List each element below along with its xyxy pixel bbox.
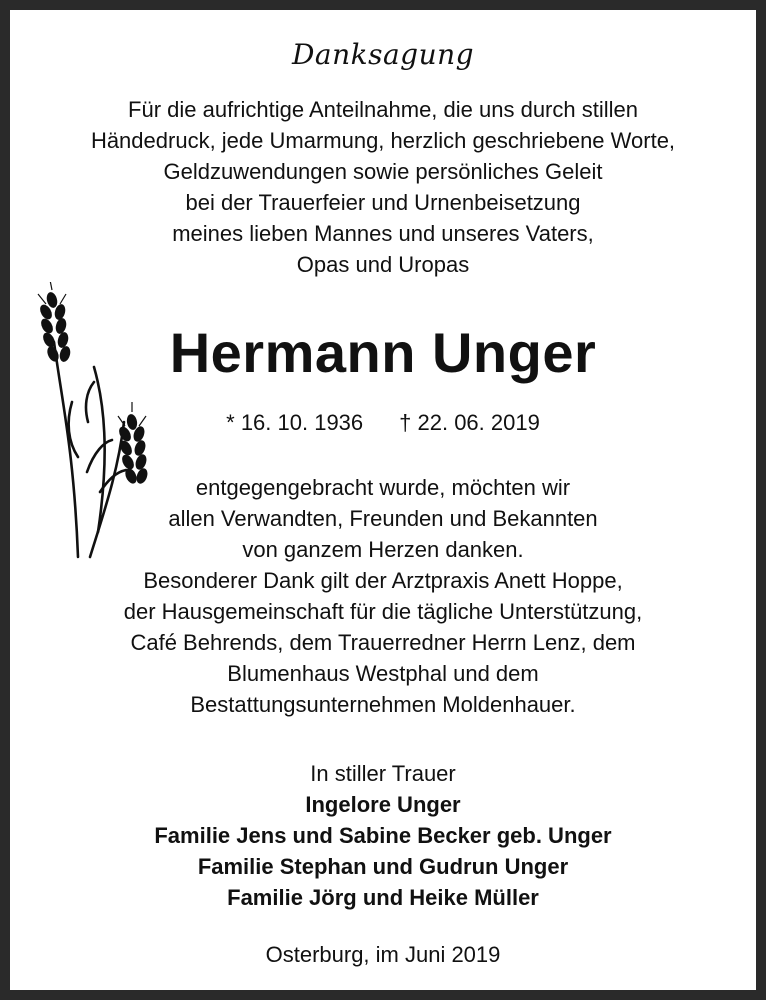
thanks-line: Besonderer Dank gilt der Arztpraxis Anett Hoppe, xyxy=(143,568,623,593)
place-date: Osterburg, im Juni 2019 xyxy=(265,942,501,967)
intro-line: Für die aufrichtige Anteilnahme, die uns durch stillen xyxy=(128,97,638,122)
intro-line: bei der Trauerfeier und Urnenbeisetzung xyxy=(185,190,581,215)
mourners-block xyxy=(10,758,756,913)
birth-date: * 16. 10. 1936 xyxy=(226,410,364,435)
intro-line: meines lieben Mannes und unseres Vaters, xyxy=(172,221,594,246)
intro-line: Opas und Uropas xyxy=(296,252,470,277)
thanks-line: allen Verwandten, Freunden und Bekannten xyxy=(168,506,598,531)
death-date: † 22. 06. 2019 xyxy=(399,410,540,435)
mourner-name: Familie Jörg und Heike Müller xyxy=(227,885,539,910)
deceased-name: Hermann Unger xyxy=(169,321,597,384)
intro-text xyxy=(10,94,756,280)
thanks-line: der Hausgemeinschaft für die tägliche Unterstützung, xyxy=(123,599,643,624)
page-title: Danksagung xyxy=(291,38,475,71)
intro-line: Händedruck, jede Umarmung, herzlich geschriebene Worte, xyxy=(90,128,676,153)
thanks-line: entgegengebracht wurde, möchten wir xyxy=(195,475,571,500)
thanks-text xyxy=(10,472,756,720)
thanks-line: Blumenhaus Westphal und dem xyxy=(227,661,539,686)
mourner-name: Ingelore Unger xyxy=(305,792,461,817)
intro-line: Geldzuwendungen sowie persönliches Geleit xyxy=(163,159,603,184)
thanks-line: Café Behrends, dem Trauerredner Herrn Lenz, dem xyxy=(130,630,636,655)
thanks-line: Bestattungsunternehmen Moldenhauer. xyxy=(190,692,576,717)
mourner-name: Familie Jens und Sabine Becker geb. Unger xyxy=(154,823,612,848)
mourner-name: Familie Stephan und Gudrun Unger xyxy=(197,854,569,879)
thanks-line: von ganzem Herzen danken. xyxy=(242,537,524,562)
life-dates xyxy=(10,408,756,438)
mourning-intro: In stiller Trauer xyxy=(310,761,456,786)
obituary-card xyxy=(10,10,756,990)
